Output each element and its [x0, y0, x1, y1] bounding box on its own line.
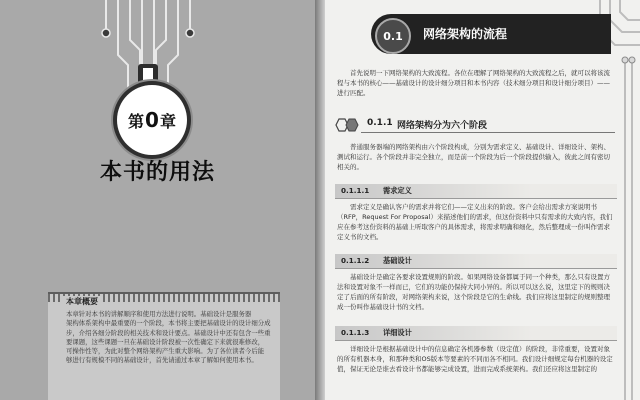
topic-number: 0.1.1.3: [341, 328, 370, 337]
subsection-title: 网络架构分为六个阶段: [397, 121, 488, 131]
topic-heading: [335, 184, 617, 199]
topic-heading: [335, 326, 617, 341]
intro-paragraph: 首先说明一下网络架构的大致流程。各位在理解了网络架构的大致流程之后，就可以将该流程与本书的核心——基础设计的设计细分项目和本书内容（技术细分项目和设计细分项目）——进行匹配。: [337, 69, 610, 97]
chapter-suffix: 章: [159, 111, 176, 131]
topic-paragraph: 详细设计是根据基础设计中的信息确定各机器参数（设定值）的阶段，非常重要，设置对象的所有机器本身，和那种类和OS版本等要素的不同而各不相同。我们设计细规定每台机器的设定值，保证无论是谁去看设计书都能够完成设置，进而完成系统架构。我们还应将这里制定的: [337, 345, 613, 373]
summary-line: 步，介绍各细分阶段的相关技术和设计要点。基础设计中还有包含一些重: [66, 328, 271, 337]
left-page: [0, 0, 315, 400]
summary-line: 够进行有规模不同的基础设计，首先请通过本章了解如何使用本书。: [66, 356, 258, 365]
topic-title: 详细设计: [383, 328, 412, 337]
subsection-paragraph: 普通服务器端的网络架构由六个阶段构成，分别为需求定义、基础设计、详细设计、架构、测试和运行。各个阶段并非完全独立，而是前一个阶段为后一个阶段提供输入，彼此之间有密切相关的。: [337, 143, 610, 171]
chapter-prefix: 第: [128, 111, 145, 131]
section-number: 0.1: [375, 18, 411, 54]
summary-line: 可操作性等，为此对整个网络架构产生重大影响。为了各位读者今后能: [66, 347, 265, 356]
topic-title: 基础设计: [383, 256, 412, 265]
right-page: [325, 0, 640, 400]
summary-line: 要课题，这些课题一旦在基础设计阶段被一次性确定下来就很难修改，: [66, 337, 265, 346]
topic-paragraph: 需求定义是确认客户的需求并将它们——定义出来的阶段。客户会给出需求方案说明书（RFP，Request For Proposal）来描述他们的需求，但这份资料中只有需求的大致内容，我们应在参考这份资料的基础上听取客户的具体需求，将需求明确和细化，然后整理成一份叫作需求定义书的文档。: [337, 203, 613, 241]
topic-number: 0.1.1.2: [341, 256, 370, 265]
chapter-summary-box: [48, 292, 280, 400]
summary-line: 本章针对本书的讲解顺序和使用方法进行说明。基础设计是服务器: [66, 310, 252, 318]
topic-number: 0.1.1.1: [341, 186, 370, 195]
subsection-heading: [335, 114, 617, 138]
section-banner: [371, 14, 611, 54]
topic-title: 需求定义: [383, 186, 412, 195]
topic-heading: [335, 254, 617, 269]
subsection-number: 0.1.1: [367, 118, 393, 128]
summary-text: [66, 310, 274, 366]
chapter-title: 本书的用法: [99, 160, 215, 185]
book-gutter: [315, 0, 325, 400]
subsection-rule: [361, 132, 615, 133]
chapter-number: 0: [145, 108, 159, 132]
section-title: 网络架构的流程: [423, 27, 508, 41]
hexagon-icon: [335, 118, 361, 132]
summary-heading: 本章概要: [62, 296, 102, 307]
topic-paragraph: 基础设计是确定各要求设置规则的阶段。如果网络设备都属于同一个种类，那么只有设置方法和设置对象不一样而已，它们的功能仍保持大同小异的。所以可以这么说，这里定下的规则决定了后面的所有阶段，对网络架构来说，这个阶段是它的生命线。我们应将这里制定的规则整理成一份叫作基础设计书的文档。: [337, 273, 610, 311]
chapter-badge: [117, 85, 187, 155]
summary-line: 架构体系架构中最重要的一个阶段，本书将主要把基础设计的设计细分成: [66, 319, 271, 328]
